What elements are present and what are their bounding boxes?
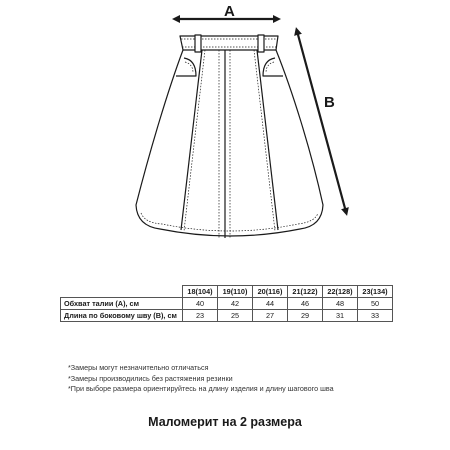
label-a: A [224,3,235,20]
table-row [61,310,393,322]
fit-note: Маломерит на 2 размера [148,415,302,429]
measure-value: 31 [323,310,358,322]
measure-value: 27 [253,310,288,322]
arrow-b [297,31,346,212]
size-header: 22(128) [323,286,358,298]
panel-seam-left [181,50,202,230]
note-line: *Замеры могут незначительно отличаться [68,363,209,372]
measure-value: 25 [218,310,253,322]
measure-value: 33 [358,310,393,322]
measure-value: 48 [323,298,358,310]
size-table [60,285,393,322]
table-corner [61,286,183,298]
note-line: *При выборе размера ориентируйтесь на длину изделия и длину шагового шва [68,384,334,393]
size-header: 18(104) [183,286,218,298]
size-header: 21(122) [288,286,323,298]
label-b: B [324,94,335,111]
note-line: *Замеры производились без растяжения резинки [68,373,233,383]
measure-value: 44 [253,298,288,310]
panel-seam-right [257,50,278,230]
table-row [61,298,393,310]
measure-value: 42 [218,298,253,310]
size-header-row [61,286,393,298]
measure-value: 46 [288,298,323,310]
measure-value: 23 [183,310,218,322]
measure-name: Длина по боковому шву (В), см [61,310,183,322]
measure-name: Обхват талии (А), см [61,298,183,310]
skirt-outline [136,50,323,236]
measure-value: 29 [288,310,323,322]
measure-value: 40 [183,298,218,310]
size-header: 23(134) [358,286,393,298]
size-header: 19(110) [218,286,253,298]
notes [68,363,334,395]
size-header: 20(116) [253,286,288,298]
measure-value: 50 [358,298,393,310]
